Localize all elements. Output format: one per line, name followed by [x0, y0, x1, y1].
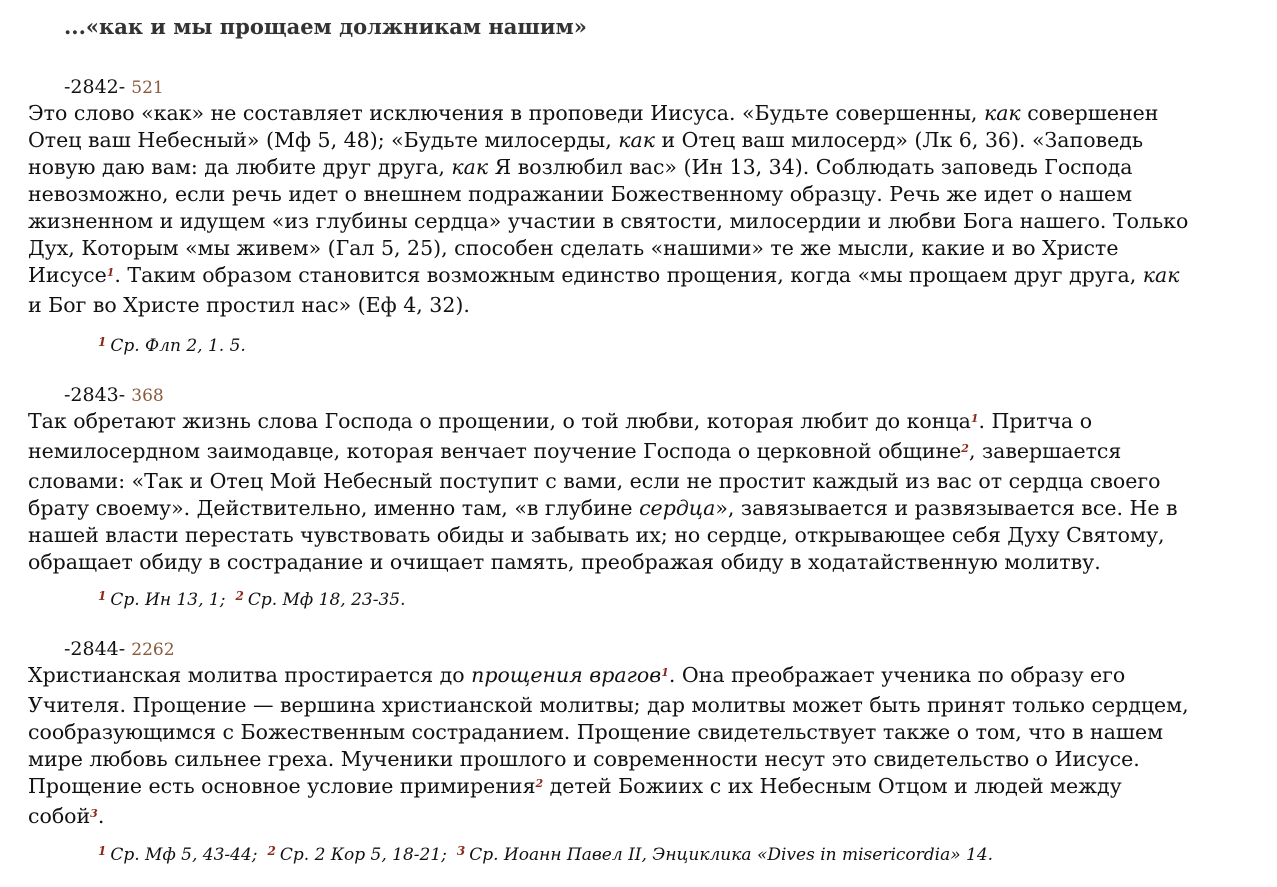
footnote-text: Ср. 2 Кор 5, 18-21; [279, 845, 447, 865]
emphasis-text: как [983, 101, 1021, 125]
footnote-number: 2 [267, 844, 276, 858]
text-line [28, 746, 1253, 773]
footnote-text: Ср. Мф 18, 23-35. [247, 590, 406, 610]
text-run: и Бог во Христе простил нас» (Еф 4, 32). [28, 293, 470, 317]
text-run: Дух, Которым «мы живем» (Гал 5, 25), способен сделать «нашими» те же мысли, какие и во Христе [28, 236, 1119, 260]
text-line [28, 208, 1253, 235]
footnote-marker[interactable]: 1 [661, 666, 669, 679]
text-line [28, 181, 1253, 208]
footnote-marker[interactable]: 1 [106, 266, 115, 279]
footnote-number: 1 [98, 335, 107, 349]
text-run: невозможно, если речь идет о внешнем подражании Божественному образцу. Речь же идет о нашем [28, 182, 1133, 206]
paragraph-number-text: -2842- [64, 76, 126, 98]
text-line [28, 719, 1253, 746]
text-run: Так обретают жизнь слова Господа о прощении, о той любви, которая любит до конца [28, 409, 971, 433]
footnote-marker[interactable]: 3 [90, 807, 98, 820]
text-line [28, 408, 1253, 438]
text-run: мире любовь сильнее греха. Мученики прошлого и современности несут это свидетельство о Иисусе. [28, 747, 1140, 771]
text-run: Иисусе [28, 263, 107, 287]
text-run: новую даю вам: да любите друг друга, [28, 155, 452, 179]
text-run: , завершается [968, 439, 1122, 463]
text-run: детей Божиих с их Небесным Отцом и людей между [543, 774, 1122, 798]
text-line [28, 692, 1253, 719]
text-run: обращает обиду в сострадание и очищает память, преображая обиду в ходатайственную молитву. [28, 550, 1101, 574]
footnote-marker[interactable]: 2 [535, 777, 544, 790]
text-run: . [97, 804, 105, 828]
emphasis-text: как [1142, 263, 1180, 287]
paragraph-body [28, 408, 1253, 576]
text-run: . Притча о [978, 409, 1093, 433]
text-run: собой [28, 804, 91, 828]
text-line [28, 235, 1253, 262]
cross-reference-link[interactable]: 2262 [131, 640, 175, 660]
footnote-marker[interactable]: 2 [961, 442, 969, 455]
text-run: жизненном и идущем «из глубины сердца» участии в святости, милосердии и любви Бога нашего. Только [28, 209, 1189, 233]
emphasis-text: сердца [639, 496, 716, 520]
footnote-number: 3 [456, 844, 466, 858]
text-line [28, 154, 1253, 181]
text-run: нашей власти перестать чувствовать обиды и забывать их; но сердце, открывающее себя Духу Святому, [28, 523, 1165, 547]
footnote-marker[interactable]: 1 [970, 412, 979, 425]
paragraph-number-text: -2844- [64, 638, 126, 660]
text-run: Учителя. Прощение — вершина христианской молитвы; дар молитвы может быть принят только сердцем, [28, 693, 1189, 717]
paragraph-number [64, 384, 164, 406]
text-line [28, 662, 1253, 692]
footnote-text: Ср. Ин 13, 1; [110, 590, 226, 610]
text-line [28, 522, 1253, 549]
paragraph-body [28, 662, 1253, 833]
text-line [28, 468, 1253, 495]
text-line [28, 773, 1253, 803]
page-title: ...«как и мы прощаем должникам нашим» [64, 14, 587, 39]
paragraph-number-text: -2843- [64, 384, 126, 406]
text-run: Отец ваш Небесный» (Мф 5, 48); «Будьте милосерды, [28, 128, 619, 152]
text-line [28, 100, 1253, 127]
text-line [28, 127, 1253, 154]
text-run: Прощение есть основное условие примирения [28, 774, 536, 798]
paragraph-body [28, 100, 1253, 319]
text-run: Христианская молитва простирается до [28, 663, 472, 687]
footnote-text: Ср. Иоанн Павел II, Энциклика «Dives in misericordia» 14. [469, 845, 994, 865]
text-line [28, 803, 1253, 833]
text-run: Это слово «как» не составляет исключения в проповеди Иисуса. «Будьте совершенны, [28, 101, 984, 125]
footnote-number: 2 [235, 589, 244, 603]
paragraph-number [64, 76, 164, 98]
text-line [28, 438, 1253, 468]
text-line [28, 495, 1253, 522]
footnotes [98, 845, 993, 865]
text-run: брату своему». Действительно, именно там, «в глубине [28, 496, 640, 520]
text-run: словами: «Так и Отец Мой Небесный поступит с вами, если не простит каждый из вас от сердца своего [28, 469, 1161, 493]
emphasis-text: как [451, 155, 489, 179]
text-line [28, 262, 1253, 292]
text-line [28, 292, 1253, 319]
emphasis-text: как [618, 128, 655, 152]
footnotes [98, 336, 246, 356]
text-run: сообразующимся с Божественным состраданием. Прощение свидетельствует также о том, что в нашем [28, 720, 1164, 744]
text-run: немилосердном заимодавце, которая венчает поучение Господа о церковной общине [28, 439, 962, 463]
text-run: . Она преображает ученика по образу его [668, 663, 1126, 687]
text-run: и Отец ваш милосерд» (Лк 6, 36). «Заповедь [654, 128, 1143, 152]
text-run: Я возлюбил вас» (Ин 13, 34). Соблюдать заповедь Господа [488, 155, 1133, 179]
text-line [28, 549, 1253, 576]
cross-reference-link[interactable]: 368 [131, 386, 164, 406]
footnote-text: Ср. Мф 5, 43-44; [110, 845, 258, 865]
cross-reference-link[interactable]: 521 [131, 78, 164, 98]
text-run: », завязывается и развязывается все. Не в [715, 496, 1178, 520]
footnotes [98, 590, 406, 610]
footnote-text: Ср. Флп 2, 1. 5. [110, 336, 246, 356]
emphasis-text: прощения врагов [471, 663, 662, 687]
text-run: . Таким образом становится возможным единство прощения, когда «мы прощаем друг друга, [114, 263, 1143, 287]
text-run: совершенен [1020, 101, 1159, 125]
paragraph-number [64, 638, 175, 660]
footnote-number: 1 [98, 844, 107, 858]
footnote-number: 1 [98, 589, 107, 603]
